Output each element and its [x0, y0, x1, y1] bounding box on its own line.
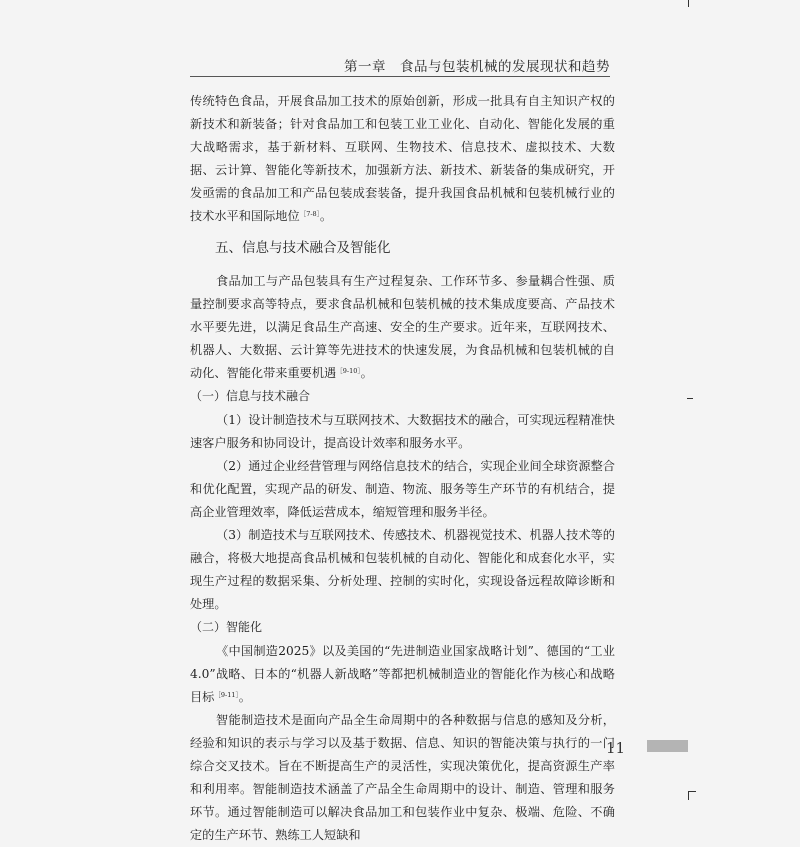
crop-mark-top-right [688, 0, 689, 7]
intro-text: 传统特色食品，开展食品加工技术的原始创新，形成一批具有自主知识产权的新技术和新装备；针对食品加工和包装工业工业化、自动化、智能化发展的重大战略需求，基于新材料、互联网、生物技术、信息技术、虚拟技术、大数据、云计算、智能化等新技术，加强新方法、新技术、新装备的集成研究，开发亟需的食品加工和产品包装成套装备，提升我国食品机械和包装机械行业的技术水平和国际地位 [190, 94, 615, 224]
intro-paragraph [190, 90, 615, 229]
citation-9-11: ［9-11］ [214, 690, 239, 699]
section-paragraph-end: 。 [360, 366, 373, 381]
crop-mark-bottom-right-v [688, 791, 689, 800]
crop-mark-bottom-right-h [688, 791, 696, 792]
page-number: 11 [606, 739, 626, 757]
smart-manufacturing-paragraph: 智能制造技术是面向产品全生命周期中的各种数据与信息的感知及分析，经验和知识的表示与学习以及基于数据、信息、知识的智能决策与执行的一门综合交叉技术。旨在不断提高生产的灵活性，实现决策优化，提高资源生产率和利用率。智能制造技术涵盖了产品全生命周期中的设计、制造、管理和服务环节。通过智能制造可以解决食品加工和包装作业中复杂、极端、危险、不确定的生产环节、熟练工人短缺和 [190, 712, 615, 843]
section-paragraph-text: 食品加工与产品包装具有生产过程复杂、工作环节多、参量耦合性强、质量控制要求高等特点，要求食品机械和包装机械的技术集成度要高、产品技术水平要先进，以满足食品生产高速、安全的生产要求。近年来，互联网技术、机器人、大数据、云计算等先进技术的快速发展，为食品机械和包装机械的自动化、智能化带来重要机遇 [190, 274, 615, 381]
citation-9-10: ［9-10］ [336, 367, 361, 376]
strategy-text: 《中国制造2025》以及美国的“先进制造业国家战略计划”、德国的“工业4.0”战略、日本的“机器人新战略”等都把机械制造业的智能化作为核心和战略目标 [190, 643, 615, 704]
citation-7-8: ［7-8］ [299, 210, 320, 219]
intro-end: 。 [319, 209, 333, 224]
list-item: （1）设计制造技术与互联网技术、大数据技术的融合，可实现远程精准快速客户服务和协同设计，提高设计效率和服务水平。 [190, 412, 615, 450]
subsection-title-fusion: （一）信息与技术融合 [190, 389, 311, 404]
running-header [190, 55, 610, 75]
section-title: 五、信息与技术融合及智能化 [215, 240, 391, 256]
crop-mark-mid-right [687, 398, 693, 399]
list-item: （2）通过企业经营管理与网络信息技术的结合，实现企业间全球资源整合和优化配置，实现产品的研发、制造、物流、服务等生产环节的有机结合，提高企业管理效率，降低运营成本，缩短管理和服务半径。 [190, 458, 615, 519]
strategy-paragraph [190, 640, 615, 709]
body-content [190, 270, 615, 847]
subsection-title-intelligence: （二）智能化 [190, 620, 263, 635]
page-number-bar [647, 740, 688, 752]
header-rule [190, 76, 610, 77]
list-item: （3）制造技术与互联网技术、传感技术、机器视觉技术、机器人技术等的融合，将极大地提高食品机械和包装机械的自动化、智能化和成套化水平，实现生产过程的数据采集、分析处理、控制的实时化，实现设备远程故障诊断和处理。 [190, 528, 615, 612]
strategy-end: 。 [238, 689, 251, 704]
chapter-title: 第一章 食品与包装机械的发展现状和趋势 [344, 59, 610, 75]
section-paragraph [190, 270, 615, 385]
